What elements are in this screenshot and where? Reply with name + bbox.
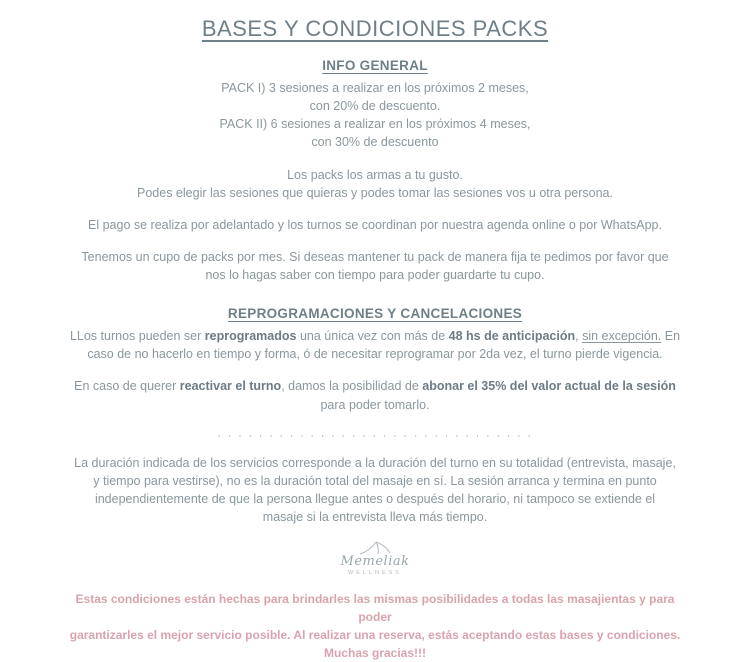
reactivar-paragraph [30, 377, 720, 395]
cupo-line1: Tenemos un cupo de packs por mes. Si deseas mantener tu pack de manera fija te pedimos por favor que [81, 249, 669, 264]
footer-line2: garantizarles el mejor servicio posible. Al realizar una reserva, estás aceptando estas bases y condiciones. [69, 628, 681, 643]
cupo-line2: nos lo hagas saber con tiempo para poder guardarte tu cupo. [205, 268, 545, 282]
brand-subtitle: WELLNESS [348, 570, 402, 577]
pack2-line2: con 30% de descuento [311, 135, 439, 150]
brand-name: Memeliak [340, 554, 410, 570]
reactivar-bold-turno: reactivar el turno [179, 379, 282, 394]
reprogramacion-paragraph-1 [30, 327, 720, 345]
reprog-text-a: LLos turnos pueden ser [69, 329, 205, 344]
reprog-text-e: , [575, 329, 583, 344]
pack1-line1: PACK I) 3 sesiones a realizar en los próximos 2 meses, [221, 81, 529, 95]
armado-line1: Los packs los armas a tu gusto. [287, 167, 463, 182]
section-heading-reprogramaciones: REPROGRAMACIONES Y CANCELACIONES [227, 306, 523, 322]
section-heading-info-general: INFO GENERAL [322, 58, 428, 73]
reactivar-bold-35: abonar el 35% del valor actual de la sesión [422, 379, 676, 394]
reprog-bold-48hs: 48 hs de anticipación [448, 329, 576, 344]
brand-logo [28, 540, 722, 576]
duracion-line2: y tiempo para vestirse), no es la duración total del masaje en sí. La sesión arranca y termina en punto [93, 473, 657, 488]
reprog-text-c: una única vez con más de [296, 329, 449, 344]
duracion-line4: masaje si la entrevista lleva más tiempo. [262, 510, 488, 524]
spacer [28, 284, 722, 304]
reprogramacion-paragraph-1-line2: caso de no hacerlo en tiempo y forma, ó de necesitar reprogramar por 2da vez, el turno pierde vigencia. [87, 347, 663, 362]
spacer [28, 202, 722, 216]
reprog-text-g: En [661, 329, 681, 344]
armado-line2: Podes elegir las sesiones que quieras y podes tomar las sesiones vos u otra persona. [137, 185, 613, 200]
footer-line1: Estas condiciones están hechas para brindarles las mismas posibilidades a todas las masajientas y para poder [75, 592, 675, 625]
reactivar-text-a: En caso de querer [74, 379, 180, 394]
spacer [28, 234, 722, 248]
pack1-line2: con 20% de descuento. [309, 99, 441, 114]
section-divider: · · · · · · · · · · · · · · · · · · · · · · · · · · · · · · · [217, 427, 533, 442]
pack2-line1: PACK II) 6 sesiones a realizar en los próximos 4 meses, [219, 117, 531, 132]
page-title: BASES Y CONDICIONES PACKS [201, 16, 549, 41]
spacer [28, 152, 722, 166]
reactivar-paragraph-line2: para poder tomarlo. [320, 397, 430, 412]
reprog-bold-reprogramados: reprogramados [204, 329, 297, 344]
spacer [28, 363, 722, 377]
footer-line3: Muchas gracias!!! [323, 646, 427, 661]
duracion-line3: independientemente de que la persona llegue antes o después del horario, ni tampoco se extiende el [94, 491, 656, 506]
reactivar-text-c: , damos la posibilidad de [281, 379, 423, 394]
pago-line: El pago se realiza por adelantado y los turnos se coordinan por nuestra agenda online o por WhatsApp. [88, 217, 662, 232]
reprog-underline-sin-excepcion: sin excepción. [582, 329, 662, 344]
duracion-line1: La duración indicada de los servicios corresponde a la duración del turno en su totalidad (entrevista, masaje, [74, 455, 676, 470]
footer-note [65, 590, 685, 662]
